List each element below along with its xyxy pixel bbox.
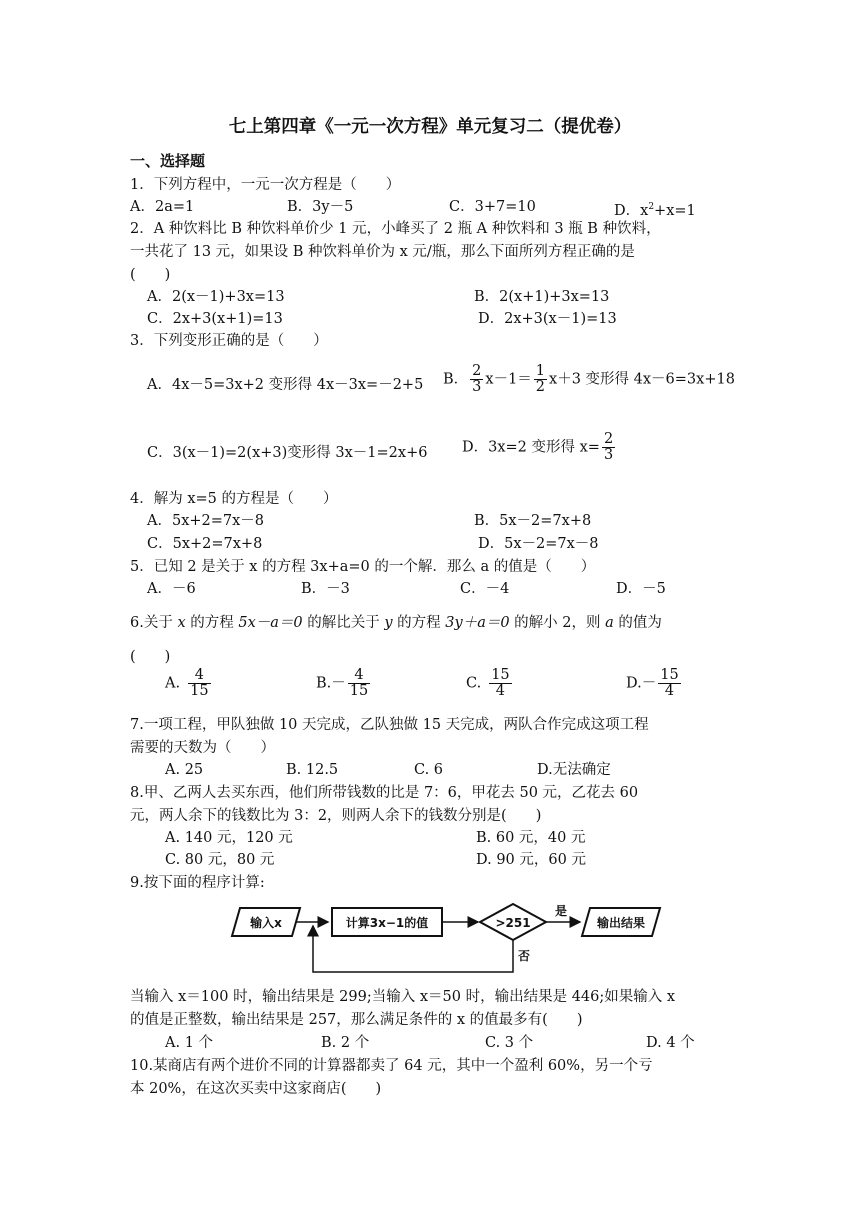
question-2-stem-line3: ( ) [130, 267, 171, 283]
section-heading: 一、选择题 [130, 152, 206, 170]
question-8-stem-line1: 8.甲、乙两人去买东西，他们所带钱数的比是 7：6，甲花去 50 元，乙花去 60 [130, 785, 639, 801]
flow-condition-label: >251 [495, 916, 531, 930]
question-8-option-c: C. 80 元，80 元 [165, 852, 275, 868]
page-title: 七上第四章《一元一次方程》单元复习二（提优卷） [228, 117, 632, 137]
question-5-option-b: B．－3 [301, 581, 350, 597]
question-1-option-b: B．3y－5 [287, 199, 354, 215]
question-7-stem-line2: 需要的天数为（ ） [130, 740, 275, 756]
question-2-option-a: A．2(x－1)+3x=13 [147, 289, 285, 305]
question-6-stem-line1: 6.关于 x 的方程 5x－a＝0 的解比关于 y 的方程 3y＋a＝0 的解小 2，则 a 的值为 [130, 615, 662, 631]
question-6-option-d: D.－ $\frac{15}{4}$ [626, 667, 679, 700]
question-8-option-b: B. 60 元，40 元 [476, 830, 586, 846]
question-6-stem-line2: ( ) [130, 649, 171, 665]
question-4-option-b: B．5x－2=7x+8 [474, 513, 592, 529]
question-7-option-c: C. 6 [414, 762, 444, 778]
question-2-stem-line2: 一共花了 13 元，如果设 B 种饮料单价为 x 元/瓶，那么下面所列方程正确的是 [130, 244, 635, 260]
question-9-text-line1: 当输入 x＝100 时，输出结果是 299;当输入 x＝50 时，输出结果是 446;如果输入 x [130, 989, 676, 1005]
question-5-option-d: D．－5 [616, 581, 666, 597]
question-8-stem-line2: 元，两人余下的钱数比为 3：2，则两人余下的钱数分别是( ) [130, 808, 542, 824]
question-2-option-d: D．2x+3(x－1)=13 [478, 311, 617, 327]
flow-output-label: 输出结果 [596, 916, 646, 930]
question-7-stem-line1: 7.一项工程，甲队独做 10 天完成，乙队独做 15 天完成，两队合作完成这项工程 [130, 717, 649, 733]
question-6-option-a: A. $\frac{4}{15}$ [165, 667, 209, 700]
flow-yes-label: 是 [554, 904, 568, 918]
question-1-option-d: D．$x^2+x=1$ [614, 202, 696, 219]
question-3-option-c: C．3(x－1)=2(x+3)变形得 3x－1=2x+6 [147, 445, 428, 461]
question-10-stem-line1: 10.某商店有两个进价不同的计算器都卖了 64 元，其中一个盈利 60%，另一个亏 [130, 1058, 653, 1074]
question-3-option-d: D．3x=2 变形得 x= $\frac{2}{3}$ [462, 431, 614, 464]
question-9-option-c: C. 3 个 [485, 1035, 534, 1051]
question-4-option-a: A．5x+2=7x－8 [147, 513, 265, 529]
question-4-option-d: D．5x－2=7x－8 [478, 536, 599, 552]
program-flowchart [228, 898, 668, 980]
question-6-option-b: B.－ $\frac{4}{15}$ [316, 667, 369, 700]
question-9-stem: 9.按下面的程序计算: [130, 875, 265, 891]
flow-no-label: 否 [517, 949, 531, 963]
question-9-text-line2: 的值是正整数，输出结果是 257，那么满足条件的 x 的值最多有( ) [130, 1012, 583, 1028]
question-9-option-b: B. 2 个 [321, 1035, 370, 1051]
question-2-stem-line1: 2．A 种饮料比 B 种饮料单价少 1 元，小峰买了 2 瓶 A 种饮料和 3 瓶 B 种饮料， [130, 221, 661, 237]
flow-calc-label: 计算3x−1的值 [345, 916, 429, 930]
question-5-option-c: C．－4 [460, 581, 510, 597]
question-8-option-a: A. 140 元，120 元 [165, 830, 293, 846]
question-7-option-d: D.无法确定 [537, 762, 611, 778]
question-3-option-a: A．4x－5=3x+2 变形得 4x－3x=－2+5 [147, 377, 424, 393]
question-4-stem: 4．解为 x=5 的方程是（ ） [130, 491, 338, 507]
question-3-option-b: B． $\frac{2}{3}$ x－1＝ $\frac{1}{2}$ x＋3 变形得 4x－6=3x+18 [443, 363, 735, 396]
question-4-option-c: C．5x+2=7x+8 [147, 536, 263, 552]
flow-input-label: 输入x [250, 916, 282, 930]
question-1-stem: 1．下列方程中，一元一次方程是（ ） [130, 177, 401, 193]
question-10-stem-line2: 本 20%，在这次买卖中这家商店( ) [130, 1081, 382, 1097]
question-7-option-b: B. 12.5 [286, 762, 339, 778]
question-5-option-a: A．－6 [147, 581, 196, 597]
question-9-option-d: D. 4 个 [646, 1035, 695, 1051]
question-2-option-c: C．2x+3(x+1)=13 [147, 311, 283, 327]
question-3-stem: 3．下列变形正确的是（ ） [130, 333, 328, 349]
question-7-option-a: A. 25 [165, 762, 204, 778]
question-1-option-c: C．3+7=10 [449, 199, 536, 215]
question-2-option-b: B．2(x+1)+3x=13 [474, 289, 610, 305]
question-8-option-d: D. 90 元，60 元 [476, 852, 586, 868]
question-9-option-a: A. 1 个 [165, 1035, 214, 1051]
question-1-option-a: A．2a=1 [130, 199, 195, 215]
question-6-option-c: C. $\frac{15}{4}$ [466, 667, 510, 700]
question-5-stem: 5．已知 2 是关于 x 的方程 3x+a=0 的一个解．那么 a 的值是（ ） [130, 559, 596, 575]
